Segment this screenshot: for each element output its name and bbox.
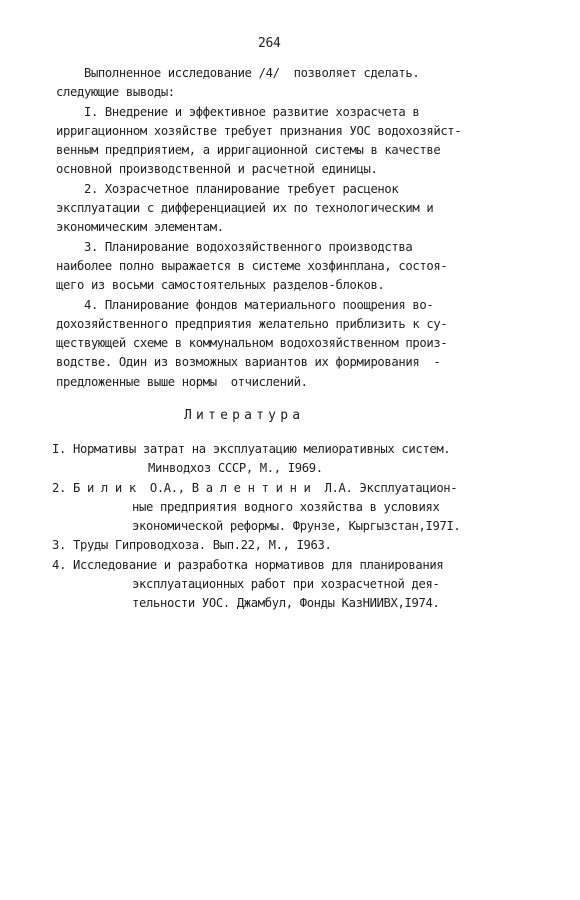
conclusion-3-line: наиболее полно выражается в системе хозфинплана, состоя-	[56, 258, 448, 273]
reference-line: 4. Исследование и разработка нормативов для планирования	[52, 557, 444, 572]
conclusion-2-line: эксплуатации с дифференциацией их по технологическим и	[56, 201, 434, 216]
intro-line: Выполненное исследование /4/ позволяет сделать.	[56, 66, 420, 80]
reference-line: тельности УОС. Джамбул, Фонды КазНИИВХ,I974.	[132, 596, 440, 611]
references-list	[52, 440, 532, 614]
conclusion-1-line: венным предприятием, а ирригационной системы в качестве	[56, 143, 441, 158]
conclusion-3-line: 3. Планирование водохозяйственного производства	[56, 239, 413, 254]
conclusion-2-line: 2. Хозрасчетное планирование требует расценок	[56, 181, 399, 196]
conclusion-4-line: ществующей схеме в коммунальном водохозяйственном произ-	[56, 336, 448, 351]
conclusion-4-line: дохозяйственного предприятия желательно приблизить к су-	[56, 316, 448, 331]
reference-line: 3. Труды Гипроводхоза. Вып.22, М., I963.	[52, 538, 332, 553]
conclusion-1-line: основной производственной и расчетной единицы.	[56, 162, 378, 177]
reference-line: эксплуатационных работ при хозрасчетной дея-	[132, 577, 440, 592]
conclusion-1-line: ирригационном хозяйстве требует признания УОС водохозяйст-	[56, 123, 462, 138]
conclusion-2-line: экономическим элементам.	[56, 220, 224, 235]
reference-item	[52, 536, 532, 555]
reference-line: I. Нормативы затрат на эксплуатацию мелиоративных систем.	[52, 442, 451, 456]
reference-line: Минводхоз СССР, М., I969.	[148, 461, 323, 476]
reference-line: 2. Б и л и к О.А., В а л е н т и н и Л.А. Эксплуатацион-	[52, 480, 458, 495]
conclusion-4-line: водстве. Один из возможных вариантов их формирования -	[56, 355, 441, 370]
reference-item	[52, 556, 532, 614]
conclusion-1-line: I. Внедрение и эффективное развитие хозрасчета в	[56, 104, 420, 119]
conclusion-4-line: предложенные выше нормы отчислений.	[56, 374, 308, 389]
conclusions-body	[56, 64, 526, 392]
reference-item	[52, 440, 532, 479]
conclusion-3-line: щего из восьми самостоятельных разделов-блоков.	[56, 278, 385, 293]
reference-line: экономической реформы. Фрунзе, Кыргызстан,I97I.	[132, 519, 461, 534]
references-heading: Литература	[184, 408, 305, 423]
intro-line: следующие выводы:	[56, 85, 175, 100]
reference-line: ные предприятия водного хозяйства в условиях	[132, 499, 440, 514]
page-number: 264	[258, 36, 281, 51]
reference-item	[52, 479, 532, 537]
conclusion-4-line: 4. Планирование фондов материального поощрения во-	[56, 297, 434, 312]
